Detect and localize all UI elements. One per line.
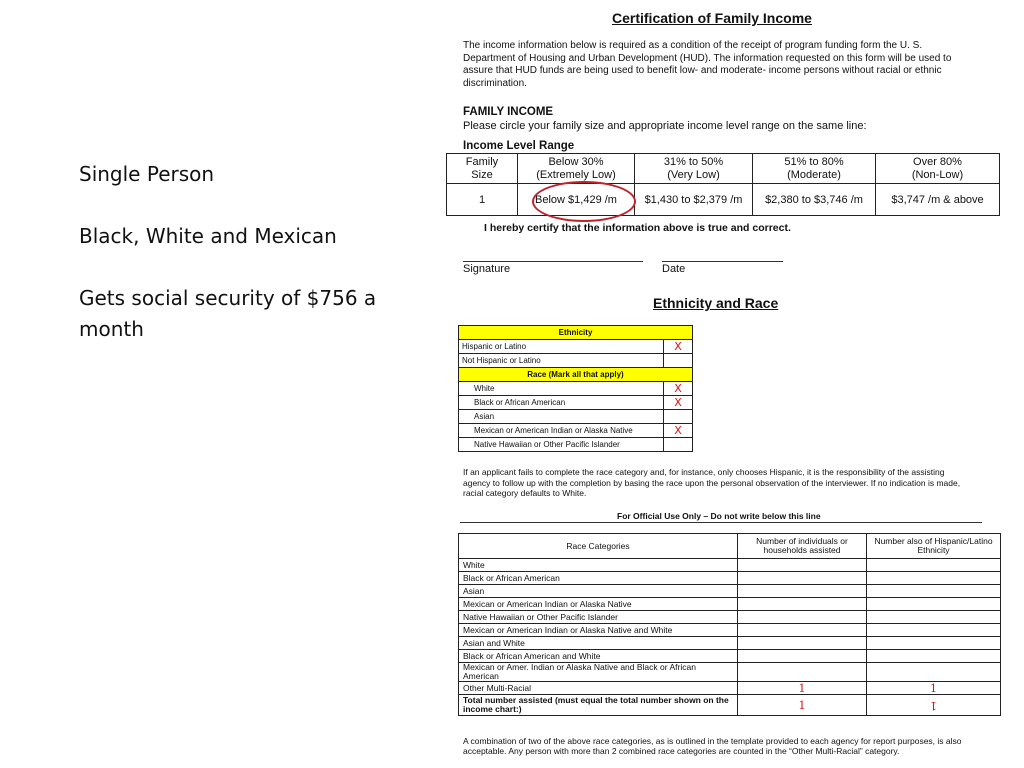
individuals-count[interactable] <box>738 572 867 585</box>
race-categories-table <box>458 533 1001 716</box>
header-non-low: Over 80% (Non-Low) <box>876 154 1000 184</box>
race-checkbox[interactable] <box>664 438 693 452</box>
individuals-count[interactable] <box>738 559 867 572</box>
header-family-size: Family Size <box>447 154 518 184</box>
race-table-row <box>459 572 1001 585</box>
note-race: Black, White and Mexican <box>79 224 337 248</box>
race-category-label: Asian <box>459 585 738 598</box>
ethnicity-header: Ethnicity <box>459 326 693 340</box>
header-hispanic-latino: Number also of Hispanic/Latino Ethnicity <box>867 534 1001 559</box>
income-selection-circle <box>532 181 636 222</box>
official-use-divider <box>460 522 982 523</box>
certification-statement: I hereby certify that the information above is true and correct. <box>484 222 791 234</box>
hispanic-count[interactable]: 1 <box>867 682 1001 695</box>
family-size-cell[interactable]: 1 <box>447 184 518 216</box>
moderate-cell[interactable]: $2,380 to $3,746 /m <box>753 184 876 216</box>
hispanic-count[interactable] <box>867 650 1001 663</box>
race-label: Black or African American <box>459 396 664 410</box>
signature-line[interactable] <box>463 261 643 262</box>
race-checkbox[interactable] <box>664 410 693 424</box>
total-hispanic-value: 1 <box>930 698 937 712</box>
race-category-label: White <box>459 559 738 572</box>
race-table-row <box>459 559 1001 572</box>
header-moderate: 51% to 80% (Moderate) <box>753 154 876 184</box>
race-default-note: If an applicant fails to complete the race category and, for instance, only chooses Hispanic, it is the responsibility of the assisting agency to follow up with the completion by basing the race upon the personal observation of the interviewer. If no indication is made, racial category defaults to White. <box>463 467 961 498</box>
race-category-label: Mexican or American Indian or Alaska Native and White <box>459 624 738 637</box>
non-low-cell[interactable]: $3,747 /m & above <box>876 184 1000 216</box>
header-extremely-low: Below 30% (Extremely Low) <box>518 154 635 184</box>
race-category-label: Black or African American <box>459 572 738 585</box>
extremely-low-cell[interactable]: Below $1,429 /m <box>518 184 635 216</box>
race-row <box>459 438 693 452</box>
header-race-categories: Race Categories <box>459 534 738 559</box>
hispanic-count[interactable] <box>867 663 1001 682</box>
note-household-size: Single Person <box>79 162 215 186</box>
race-checkbox[interactable]: X <box>664 396 693 410</box>
hispanic-count[interactable] <box>867 572 1001 585</box>
income-table-header <box>447 154 1000 184</box>
hispanic-count[interactable] <box>867 598 1001 611</box>
race-category-label: Native Hawaiian or Other Pacific Islander <box>459 611 738 624</box>
header-individuals-assisted: Number of individuals or households assisted <box>738 534 867 559</box>
individuals-count[interactable] <box>738 598 867 611</box>
race-label: Mexican or American Indian or Alaska Native <box>459 424 664 438</box>
race-table-row <box>459 611 1001 624</box>
ethnicity-race-title: Ethnicity and Race <box>653 295 779 311</box>
race-row <box>459 410 693 424</box>
race-table-row <box>459 663 1001 682</box>
race-checkbox[interactable]: X <box>664 424 693 438</box>
ethnicity-label: Not Hispanic or Latino <box>459 354 664 368</box>
form-title: Certification of Family Income <box>612 10 812 26</box>
family-income-heading: FAMILY INCOME <box>463 106 554 118</box>
ethnicity-checkbox[interactable] <box>664 354 693 368</box>
note-income: Gets social security of $756 a month <box>79 286 377 341</box>
race-category-label: Black or African American and White <box>459 650 738 663</box>
hispanic-count[interactable] <box>867 624 1001 637</box>
individuals-count[interactable] <box>738 650 867 663</box>
individuals-count[interactable] <box>738 585 867 598</box>
race-category-label: Other Multi-Racial <box>459 682 738 695</box>
income-table <box>446 153 1000 216</box>
race-table-row <box>459 598 1001 611</box>
race-category-label: Asian and White <box>459 637 738 650</box>
total-hispanic-count[interactable] <box>867 695 1001 716</box>
income-level-heading: Income Level Range <box>463 140 575 152</box>
hispanic-count[interactable] <box>867 559 1001 572</box>
race-label: White <box>459 382 664 396</box>
ethnicity-race-table <box>458 325 693 452</box>
individuals-count[interactable] <box>738 611 867 624</box>
very-low-cell[interactable]: $1,430 to $2,379 /m <box>635 184 753 216</box>
hispanic-count[interactable] <box>867 585 1001 598</box>
official-use-label: For Official Use Only – Do not write below this line <box>617 511 821 521</box>
ethnicity-checkbox[interactable]: X <box>664 340 693 354</box>
race-label: Asian <box>459 410 664 424</box>
intro-paragraph: The income information below is required as a condition of the receipt of program funding form the U. S. Department of Housing and Urban Development (HUD). The information requested on this form will be used to assure that HUD funds are being used to benefit low- and moderate- income persons without racial or ethnic discrimination. <box>463 40 952 89</box>
total-individuals-count[interactable]: 1 <box>738 695 867 716</box>
race-table-header <box>459 534 1001 559</box>
header-very-low: 31% to 50% (Very Low) <box>635 154 753 184</box>
race-table-row <box>459 637 1001 650</box>
total-assisted-label: Total number assisted (must equal the total number shown on the income chart:) <box>459 695 738 716</box>
race-category-label: Mexican or American Indian or Alaska Native <box>459 598 738 611</box>
ethnicity-label: Hispanic or Latino <box>459 340 664 354</box>
ethnicity-row <box>459 354 693 368</box>
race-category-label: Mexican or Amer. Indian or Alaska Native and Black or African American <box>459 663 738 682</box>
race-row <box>459 396 693 410</box>
income-table-row <box>447 184 1000 216</box>
race-row <box>459 424 693 438</box>
income-instruction: Please circle your family size and appropriate income level range on the same line: <box>463 120 867 132</box>
hispanic-count[interactable] <box>867 637 1001 650</box>
race-table-row <box>459 624 1001 637</box>
individuals-count[interactable]: 1 <box>738 682 867 695</box>
hispanic-count[interactable] <box>867 611 1001 624</box>
race-table-row <box>459 682 1001 695</box>
race-row <box>459 382 693 396</box>
individuals-count[interactable] <box>738 624 867 637</box>
individuals-count[interactable] <box>738 663 867 682</box>
race-header: Race (Mark all that apply) <box>459 368 693 382</box>
race-table-total-row <box>459 695 1001 716</box>
date-line[interactable] <box>662 261 783 262</box>
date-label: Date <box>662 263 686 275</box>
race-checkbox[interactable]: X <box>664 382 693 396</box>
race-table-row <box>459 650 1001 663</box>
race-label: Native Hawaiian or Other Pacific Islander <box>459 438 664 452</box>
ethnicity-row <box>459 340 693 354</box>
race-table-row <box>459 585 1001 598</box>
individuals-count[interactable] <box>738 637 867 650</box>
combination-note: A combination of two of the above race categories, as is outlined in the template provided to each agency for report purposes, is also acceptable. Any person with more than 2 combined race categories are counted in the “Other Multi-Racial” category. <box>463 736 962 756</box>
signature-label: Signature <box>463 263 511 275</box>
